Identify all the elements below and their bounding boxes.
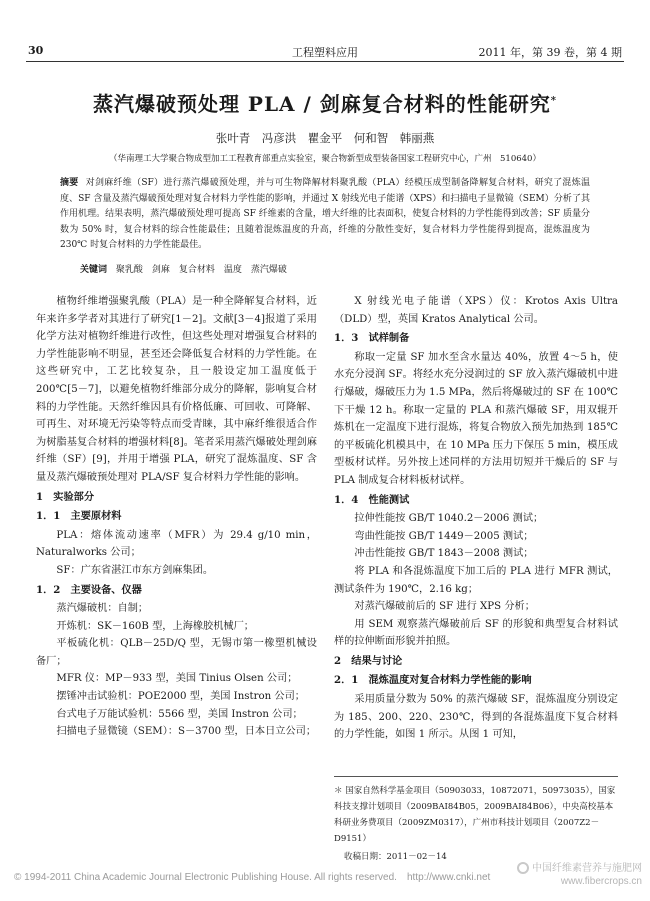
copyright-line: © 1994-2011 China Academic Journal Electronic Publishing House. All rights reserved. http://www.cnki.net bbox=[14, 872, 491, 883]
right-column bbox=[334, 293, 618, 744]
equipment-item: 平板硫化机：QLB－25D/Q 型，无锡市第一橡塑机械设备厂； bbox=[36, 638, 317, 667]
intro-paragraph: 植物纤维增强聚乳酸（PLA）是一种全降解复合材料，近年来许多学者对其进行了研究[1－2]。文献[3－4]报道了采用化学方法对植物纤维进行改性，但这些处理对增强复合材料的力学性能影响不明显，甚至还会降低复合材料的力学性能。在这些研究中，工艺比较复杂，且一般设定加工温度低于 200℃[5－7]，以避免植物纤维部分成分的降解，影响复合材料的力学性能。天然纤维因具有价格低廉、可回收、可降解、可再生、对环境无污染等特点而受青睐，其中麻纤维很适合作为树脂基复合材料的增强材料[8]。笔者采用蒸汽爆破处理剑麻纤维（SF）[9]，并用于增强 PLA，研究了混炼温度、SF 含量及蒸汽爆破预处理对 PLA/SF 复合材料力学性能的影响。 bbox=[36, 296, 317, 483]
journal-name: 工程塑料应用 bbox=[292, 46, 358, 59]
funding-note: ＊ 国家自然科学基金项目（50903033，10872071，50973035），国家科技支撑计划项目（2009BAI84B05，2009BAI84B06），中央高校基本科研业务费项目（2009ZM0317），广州市科技计划项目（2007Z2－D9151） bbox=[334, 786, 616, 844]
watermark-logo-icon bbox=[517, 862, 529, 874]
test-item: 用 SEM 观察蒸汽爆破前后 SF 的形貌和典型复合材料试样的拉伸断面形貌并拍照。 bbox=[334, 618, 618, 648]
issue-info: 2011 年，第 39 卷，第 4 期 bbox=[478, 46, 622, 59]
equipment-item: 蒸汽爆破机：自制； bbox=[56, 603, 149, 615]
material-item: SF：广东省湛江市东方剑麻集团。 bbox=[56, 564, 214, 576]
abstract bbox=[60, 176, 590, 254]
test-item: 对蒸汽爆破前后的 SF 进行 XPS 分析； bbox=[354, 601, 535, 613]
watermark bbox=[517, 862, 642, 888]
subsection-heading: 1．3 试样制备 bbox=[334, 332, 410, 345]
footnote bbox=[334, 776, 618, 865]
equipment-item: 摆锤冲击试验机：POE2000 型，美国 Instron 公司； bbox=[56, 691, 305, 703]
keywords-text: 聚乳酸 剑麻 复合材料 温度 蒸汽爆破 bbox=[115, 265, 287, 275]
subsection-heading: 1．2 主要设备、仪器 bbox=[36, 583, 142, 596]
test-item: 弯曲性能按 GB/T 1449－2005 测试； bbox=[354, 530, 534, 542]
equipment-item: MFR 仪：MP－933 型，美国 Tinius Olsen 公司； bbox=[56, 673, 298, 685]
affiliation: （华南理工大学聚合物成型加工工程教育部重点实验室，聚合物新型成型装备国家工程研究中心，广州 510640） bbox=[109, 154, 541, 164]
equipment-item: 扫描电子显微镜（SEM）：S－3700 型，日本日立公司； bbox=[56, 726, 317, 738]
results-paragraph: 采用质量分数为 50% 的蒸汽爆破 SF，混炼温度分别设定为 185、200、220、230℃，得到的各混炼温度下复合材料的力学性能，如图 1 所示。从图 1 可知， bbox=[334, 694, 618, 741]
subsection-heading: 2．1 混炼温度对复合材料力学性能的影响 bbox=[334, 674, 532, 687]
left-column bbox=[36, 293, 317, 741]
subsection-heading: 1．1 主要原材料 bbox=[36, 510, 122, 523]
paper-title bbox=[0, 88, 650, 117]
title-footnote-mark: * bbox=[550, 95, 558, 107]
abstract-label: 摘要 bbox=[60, 178, 79, 188]
abstract-text: 对剑麻纤维（SF）进行蒸汽爆破预处理，并与可生物降解材料聚乳酸（PLA）经模压成型制备降解复合材料，研究了混炼温度、SF 含量及蒸汽爆破预处理对复合材料力学性能的影响，并通过 X 射线光电子能谱（XPS）和扫描电子显微镜（SEM）分析了其作用机理。结果表明，蒸汽爆破预处理可提高 SF 纤维素的含量，增大纤维的比表面积，使复合材料的力学性能得到改善；SF 质量分数为 50% 时，复合材料的综合性能最佳；且随着混炼温度的升高，纤维的分散性变好，复合材料力学性能得到提高，混炼温度为 230℃ 时复合材料的力学性能最佳。 bbox=[60, 178, 590, 250]
section-heading: 2 结果与讨论 bbox=[334, 654, 403, 667]
material-item: PLA：熔体流动速率（MFR）为 29.4 g/10 min，Naturalworks 公司； bbox=[36, 529, 317, 559]
watermark-line1: 中国纤维素营养与施肥网 bbox=[532, 863, 642, 874]
equipment-item: 开炼机：SK－160B 型，上海橡胶机械厂； bbox=[56, 620, 254, 632]
test-item: 冲击性能按 GB/T 1843－2008 测试； bbox=[354, 548, 534, 560]
test-item: 将 PLA 和各混炼温度下加工后的 PLA 进行 MFR 测试，测试条件为 190℃，2.16 kg； bbox=[334, 565, 618, 595]
test-item: 拉伸性能按 GB/T 1040.2－2006 测试； bbox=[354, 513, 544, 525]
preparation-paragraph: 称取一定量 SF 加水至含水量达 40%，放置 4～5 h，使水充分浸润 SF。将经水充分浸润过的 SF 放入蒸汽爆破机中进行爆破，爆破压力为 1.5 MPa，然后将爆破过的 SF 在 100℃ 下干燥 12 h。称取一定量的 PLA 和蒸汽爆破 SF，用双辊开炼机在一定温度下进行混炼，将复合物放入预先加热到 185℃ 的平板硫化机模具中，在 10 MPa 压力下保压 5 min，模压成型板材试样。另外按上述同样的方法用切短并干燥后的 SF 与 PLA 制成复合材料板材试样。 bbox=[334, 351, 618, 486]
section-heading: 1 实验部分 bbox=[36, 490, 95, 503]
running-header bbox=[26, 40, 624, 62]
author-list: 张叶青 冯彦洪 瞿金平 何和智 韩丽燕 bbox=[215, 131, 435, 145]
received-date: 收稿日期：2011－02－14 bbox=[344, 852, 447, 862]
equipment-item: X 射线光电子能谱（XPS）仪：Krotos Axis Ultra（DLD）型，英国 Kratos Analytical 公司。 bbox=[334, 296, 618, 325]
page-number: 30 bbox=[28, 44, 44, 57]
subsection-heading: 1．4 性能测试 bbox=[334, 493, 410, 506]
paper-title-text: 蒸汽爆破预处理 PLA / 剑麻复合材料的性能研究 bbox=[92, 92, 551, 116]
watermark-line2: www.fibercrops.cn bbox=[560, 876, 642, 887]
keywords-label: 关键词 bbox=[80, 265, 108, 275]
keywords bbox=[80, 262, 590, 275]
equipment-item: 台式电子万能试验机：5566 型，美国 Instron 公司； bbox=[56, 708, 303, 720]
